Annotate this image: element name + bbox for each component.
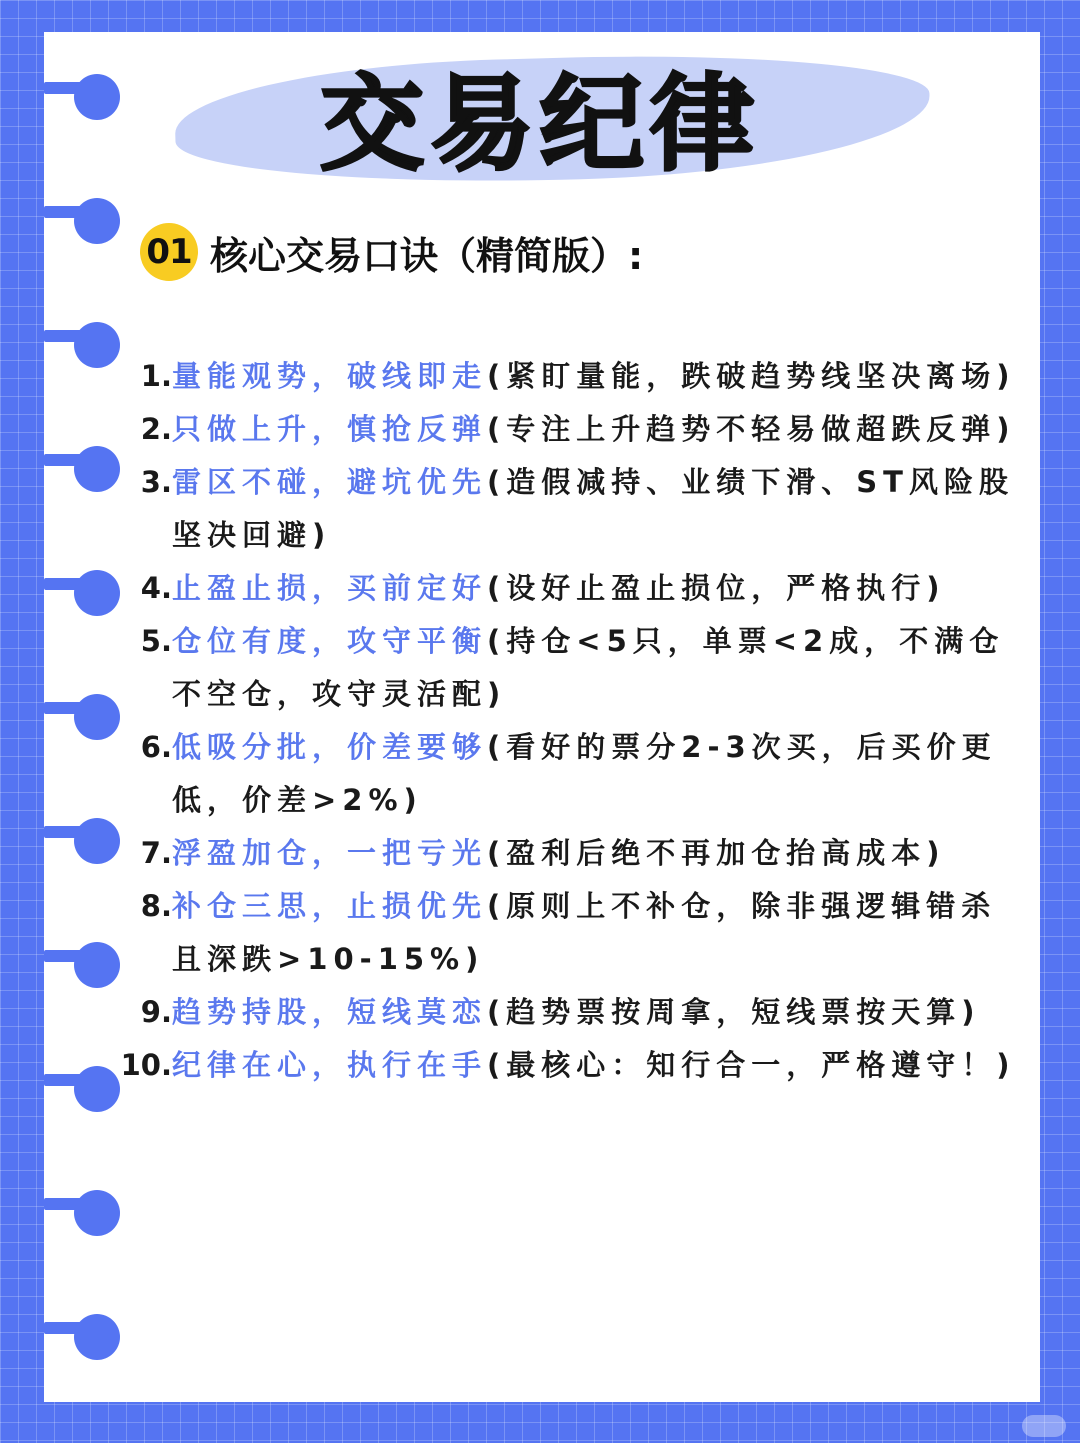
rules-list [115, 350, 1030, 1092]
item-number: 8. [140, 889, 172, 923]
notebook-ring-icon [44, 1314, 120, 1360]
item-detail: (造假减持、业绩下滑、ST风险股坚决回避) [172, 465, 1014, 552]
item-detail: (趋势票按周拿，短线票按天算) [487, 995, 981, 1029]
item-text [172, 403, 1030, 456]
page-title: 交易纪律 [319, 63, 760, 185]
list-item [115, 721, 1030, 827]
notebook-ring-icon [44, 1190, 120, 1236]
list-item [115, 986, 1030, 1039]
section-header [140, 222, 643, 282]
item-text [172, 721, 1030, 827]
item-key-phrase: 趋势持股，短线莫恋 [172, 995, 488, 1029]
notebook-ring-icon [44, 942, 120, 988]
item-number: 10. [120, 1048, 172, 1082]
item-text [172, 615, 1030, 721]
list-item [115, 456, 1030, 562]
item-detail: (紧盯量能，跌破趋势线坚决离场) [487, 359, 1016, 393]
item-number: 1. [140, 359, 172, 393]
item-number: 6. [140, 730, 172, 764]
notebook-ring-icon [44, 446, 120, 492]
item-text [172, 456, 1030, 562]
item-text [172, 1039, 1030, 1092]
item-text [172, 986, 1030, 1039]
item-key-phrase: 止盈止损，买前定好 [172, 571, 488, 605]
item-number: 2. [140, 412, 172, 446]
item-text [172, 350, 1030, 403]
list-item [115, 1039, 1030, 1092]
item-number: 7. [140, 836, 172, 870]
item-key-phrase: 浮盈加仓，一把亏光 [172, 836, 488, 870]
notebook-ring-icon [44, 1066, 120, 1112]
item-text [172, 562, 1030, 615]
list-item [115, 880, 1030, 986]
notebook-ring-icon [44, 198, 120, 244]
list-item [115, 615, 1030, 721]
section-title: 核心交易口诀（精简版）: [210, 233, 644, 278]
item-detail: (专注上升趋势不轻易做超跌反弹) [487, 412, 1016, 446]
notebook-ring-icon [44, 570, 120, 616]
list-item [115, 827, 1030, 880]
item-key-phrase: 补仓三思，止损优先 [172, 889, 488, 923]
list-item [115, 350, 1030, 403]
item-number: 5. [140, 624, 172, 658]
item-detail: (最核心：知行合一，严格遵守！) [487, 1048, 1016, 1082]
item-key-phrase: 纪律在心，执行在手 [172, 1048, 488, 1082]
item-key-phrase: 只做上升，慎抢反弹 [172, 412, 488, 446]
notebook-ring-icon [44, 818, 120, 864]
list-item [115, 562, 1030, 615]
list-item [115, 403, 1030, 456]
section-number-badge: 01 [140, 223, 198, 281]
item-number: 9. [140, 995, 172, 1029]
item-key-phrase: 雷区不碰，避坑优先 [172, 465, 488, 499]
notebook-ring-icon [44, 322, 120, 368]
item-key-phrase: 低吸分批，价差要够 [172, 730, 488, 764]
item-detail: (持仓<5只，单票<2成，不满仓不空仓，攻守灵活配) [172, 624, 1005, 711]
item-detail: (原则上不补仓，除非强逻辑错杀且深跌>10-15%) [172, 889, 997, 976]
item-number: 3. [140, 465, 172, 499]
item-detail: (看好的票分2-3次买，后买价更低，价差>2%) [172, 730, 997, 817]
watermark-icon [1022, 1415, 1066, 1437]
item-detail: (设好止盈止损位，严格执行) [487, 571, 946, 605]
item-number: 4. [140, 571, 172, 605]
item-text [172, 827, 1030, 880]
item-text [172, 880, 1030, 986]
item-detail: (盈利后绝不再加仓抬高成本) [487, 836, 946, 870]
item-key-phrase: 量能观势，破线即走 [172, 359, 488, 393]
item-key-phrase: 仓位有度，攻守平衡 [172, 624, 488, 658]
notebook-ring-icon [44, 694, 120, 740]
